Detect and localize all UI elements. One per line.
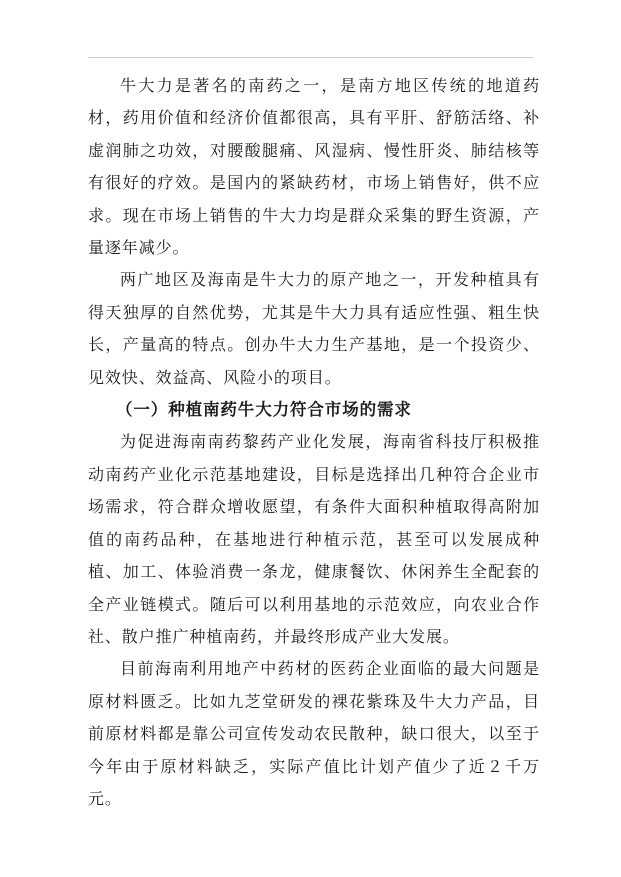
paragraph-origin: 两广地区及海南是牛大力的原产地之一，开发种植具有得天独厚的自然优势，尤其是牛大力具有适应性强、粗生快长，产量高的特点。创办牛大力生产基地，是一个投资少、见效快、效益高、风险小的项目。 [88, 270, 540, 387]
paragraph-raw-material: 目前海南利用地产中药材的医药企业面临的最大问题是原材料匮乏。比如九芝堂研发的裸花紫珠及牛大力产品，目前原材料都是靠公司宣传发动农民散种，缺口很大，以至于今年由于原材料缺乏，实际产值比计划产值少了近２千万元。 [88, 659, 540, 808]
paragraph-intro: 牛大力是著名的南药之一，是南方地区传统的地道药材，药用价值和经济价值都很高，具有平肝、舒筋活络、补虚润肺之功效，对腰酸腿痛、风湿病、慢性肝炎、肺结核等有很好的疗效。是国内的紧缺药材，市场上销售好，供不应求。现在市场上销售的牛大力均是群众采集的野生资源，产量逐年减少。 [88, 76, 540, 258]
section-heading: （一）种植南药牛大力符合市场的需求 [116, 400, 412, 420]
paragraph-industrialization: 为促进海南南药黎药产业化发展，海南省科技厅积极推动南药产业化示范基地建设，目标是选择出几种符合企业市场需求，符合群众增收愿望，有条件大面积种植取得高附加值的南药品种，在基地进行种植示范，甚至可以发展成种植、加工、体验消费一条龙，健康餐饮、休闲养生全配套的全产业链模式。随后可以利用基地的示范效应，向农业合作社、散户推广种植南药，并最终形成产业大发展。 [88, 432, 540, 646]
header-rule [88, 57, 534, 58]
document-body [88, 70, 540, 815]
